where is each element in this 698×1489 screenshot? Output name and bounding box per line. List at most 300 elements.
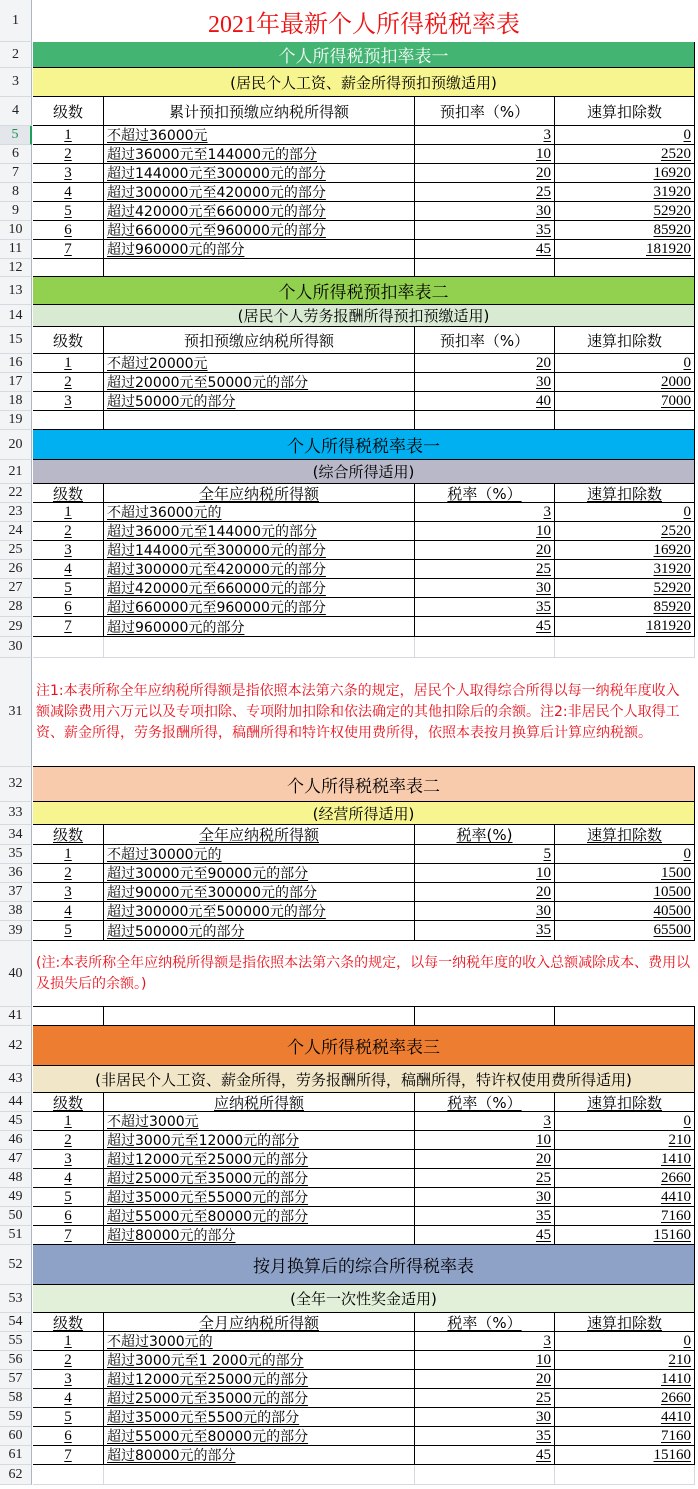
- cell-taxable-income[interactable]: [104, 1188, 415, 1207]
- sheet-row-40: [0, 941, 698, 1007]
- cell-taxable-income[interactable]: [104, 902, 415, 921]
- cell-level[interactable]: [33, 1370, 104, 1389]
- empty-cell[interactable]: [555, 1007, 695, 1026]
- cell-taxable-income[interactable]: [104, 522, 415, 541]
- cell-taxable-income[interactable]: [104, 579, 415, 598]
- column-header-level[interactable]: [33, 825, 104, 845]
- cell-quick-deduction[interactable]: [555, 560, 695, 579]
- cell-taxable-income[interactable]: [104, 864, 415, 883]
- empty-cell[interactable]: [415, 259, 555, 277]
- cell-value: 35: [536, 922, 551, 938]
- table-subtitle-t3[interactable]: (综合所得适用): [33, 460, 695, 484]
- column-header-quick-deduction[interactable]: [555, 1313, 695, 1332]
- column-header-quick-deduction[interactable]: [555, 1093, 695, 1112]
- cell-level[interactable]: [33, 221, 104, 240]
- column-header-taxable-income[interactable]: [104, 825, 415, 845]
- cell-level[interactable]: [33, 1207, 104, 1226]
- empty-cell[interactable]: [104, 411, 415, 430]
- empty-cell[interactable]: [555, 1465, 695, 1485]
- row-header[interactable]: 12: [0, 259, 32, 277]
- cell-level[interactable]: [33, 883, 104, 902]
- row-header[interactable]: 1: [0, 0, 32, 42]
- cell-quick-deduction[interactable]: [555, 541, 695, 560]
- cell-quick-deduction[interactable]: [555, 579, 695, 598]
- cell-value: 20: [536, 1370, 551, 1387]
- cell-value: 4: [64, 1169, 72, 1186]
- cell-level[interactable]: [33, 164, 104, 183]
- cell-rate[interactable]: [415, 1408, 555, 1427]
- row-header[interactable]: 15: [0, 327, 32, 354]
- cell-rate[interactable]: [415, 1112, 555, 1131]
- cell-value: 181920: [646, 618, 691, 634]
- cell-taxable-income[interactable]: [104, 617, 415, 637]
- row-header[interactable]: 39: [0, 921, 32, 941]
- row-header[interactable]: 2: [0, 42, 32, 68]
- empty-cell[interactable]: [33, 637, 104, 658]
- cell-quick-deduction[interactable]: [555, 202, 695, 221]
- column-header-taxable-income[interactable]: [104, 1313, 415, 1332]
- row-header[interactable]: 61: [0, 1446, 32, 1465]
- row-header[interactable]: 57: [0, 1370, 32, 1389]
- cell-taxable-income[interactable]: [104, 1427, 415, 1446]
- cell-taxable-income[interactable]: [104, 598, 415, 617]
- sheet-row-14: [0, 305, 698, 327]
- cell-taxable-income[interactable]: [104, 1169, 415, 1188]
- cell-taxable-income[interactable]: [104, 541, 415, 560]
- row-header[interactable]: 13: [0, 277, 32, 305]
- empty-cell[interactable]: [33, 259, 104, 277]
- cell-level[interactable]: [33, 845, 104, 864]
- cell-quick-deduction[interactable]: [555, 1131, 695, 1150]
- cell-rate[interactable]: [415, 164, 555, 183]
- table-note-t4[interactable]: (注:本表所称全年应纳税所得额是指依照本法第六条的规定，以每一纳税年度的收入总额减除成本、费用以及损失后的余额。): [33, 941, 695, 1007]
- cell-rate[interactable]: [415, 864, 555, 883]
- cell-quick-deduction[interactable]: [555, 617, 695, 637]
- cell-level[interactable]: [33, 902, 104, 921]
- cell-level[interactable]: [33, 1169, 104, 1188]
- cell-quick-deduction[interactable]: [555, 145, 695, 164]
- cell-level[interactable]: [33, 1226, 104, 1245]
- empty-cell[interactable]: [104, 1465, 415, 1485]
- cell-quick-deduction[interactable]: [555, 522, 695, 541]
- cell-taxable-income[interactable]: [104, 503, 415, 522]
- cell-level[interactable]: [33, 126, 104, 145]
- cell-taxable-income[interactable]: [104, 1332, 415, 1351]
- cell-level[interactable]: [33, 617, 104, 637]
- column-header-rate[interactable]: [415, 1313, 555, 1332]
- cell-level[interactable]: [33, 1332, 104, 1351]
- row-header[interactable]: 47: [0, 1150, 32, 1169]
- cell-taxable-income[interactable]: [104, 145, 415, 164]
- cell-taxable-income[interactable]: [104, 1446, 415, 1465]
- cell-value: 3: [64, 164, 72, 181]
- row-header[interactable]: 30: [0, 637, 32, 658]
- table-header-t2[interactable]: 个人所得税预扣率表二: [33, 277, 695, 305]
- row-header[interactable]: 7: [0, 164, 32, 183]
- row-header[interactable]: 43: [0, 1066, 32, 1093]
- cell-value: 210: [668, 1351, 691, 1368]
- column-header-quick-deduction[interactable]: [555, 97, 695, 126]
- column-header-label: 税率（%）: [447, 1313, 522, 1332]
- cell-level[interactable]: [33, 921, 104, 941]
- column-header-quick-deduction[interactable]: [555, 825, 695, 845]
- row-header[interactable]: 5: [0, 126, 32, 145]
- cell-value: 10: [536, 1131, 551, 1148]
- cell-rate[interactable]: [415, 1427, 555, 1446]
- row-header[interactable]: 9: [0, 202, 32, 221]
- empty-cell[interactable]: [415, 637, 555, 658]
- cell-quick-deduction[interactable]: [555, 373, 695, 392]
- table-note-t3[interactable]: 注1:本表所称全年应纳税所得额是指依照本法第六条的规定，居民个人取得综合所得以每一纳税年度收入额减除费用六万元以及专项扣除、专项附加扣除和依法确定的其他扣除后的余额。注2:非居民个人取得工资、薪金所得，劳务报酬所得，稿酬所得和特许权使用费所得，依照本表按月换算后计算应纳税额。: [33, 658, 695, 767]
- cell-rate[interactable]: [415, 541, 555, 560]
- column-header-level[interactable]: [33, 1313, 104, 1332]
- cell-level[interactable]: [33, 1351, 104, 1370]
- cell-quick-deduction[interactable]: [555, 1351, 695, 1370]
- empty-cell[interactable]: [555, 411, 695, 430]
- empty-cell[interactable]: [104, 1007, 415, 1026]
- sheet-title[interactable]: 2021年最新个人所得税税率表: [208, 11, 520, 38]
- row-header[interactable]: 25: [0, 541, 32, 560]
- cell-rate[interactable]: [415, 183, 555, 202]
- row-header[interactable]: 45: [0, 1112, 32, 1131]
- cell-level[interactable]: [33, 1150, 104, 1169]
- column-header-level[interactable]: [33, 484, 104, 503]
- column-header-rate[interactable]: [415, 825, 555, 845]
- row-header[interactable]: 3: [0, 68, 32, 97]
- cell-taxable-income[interactable]: [104, 202, 415, 221]
- cell-quick-deduction[interactable]: [555, 1150, 695, 1169]
- table-header-t1[interactable]: 个人所得税预扣率表一: [33, 42, 695, 68]
- cell-rate[interactable]: [415, 145, 555, 164]
- cell-quick-deduction[interactable]: [555, 503, 695, 522]
- row-header[interactable]: 62: [0, 1465, 32, 1485]
- cell-quick-deduction[interactable]: [555, 183, 695, 202]
- cell-taxable-income[interactable]: [104, 1207, 415, 1226]
- row-header[interactable]: 34: [0, 825, 32, 845]
- column-header-rate[interactable]: [415, 327, 555, 354]
- cell-rate[interactable]: [415, 1207, 555, 1226]
- cell-level[interactable]: [33, 354, 104, 373]
- cell-taxable-income[interactable]: [104, 1408, 415, 1427]
- cell-level[interactable]: [33, 202, 104, 221]
- cell-level[interactable]: [33, 240, 104, 259]
- cell-level[interactable]: [33, 183, 104, 202]
- row-header[interactable]: 40: [0, 941, 32, 1007]
- cell-value: 5: [64, 922, 72, 938]
- cell-rate[interactable]: [415, 1169, 555, 1188]
- empty-cell[interactable]: [555, 637, 695, 658]
- sheet-row-48: [0, 1169, 698, 1188]
- empty-cell[interactable]: [415, 1007, 555, 1026]
- column-header-taxable-income[interactable]: [104, 97, 415, 126]
- cell-quick-deduction[interactable]: [555, 1169, 695, 1188]
- column-header-rate[interactable]: [415, 484, 555, 503]
- cell-level[interactable]: [33, 503, 104, 522]
- cell-taxable-income[interactable]: [104, 183, 415, 202]
- row-header[interactable]: 35: [0, 845, 32, 864]
- table-subtitle-t2[interactable]: (居民个人劳务报酬所得预扣预缴适用): [33, 305, 695, 327]
- cell-level[interactable]: [33, 1112, 104, 1131]
- cell-quick-deduction[interactable]: [555, 1408, 695, 1427]
- cell-level[interactable]: [33, 1408, 104, 1427]
- cell-taxable-income[interactable]: [104, 1389, 415, 1408]
- cell-quick-deduction[interactable]: [555, 845, 695, 864]
- cell-level[interactable]: [33, 392, 104, 411]
- row-header[interactable]: 41: [0, 1007, 32, 1026]
- cell-rate[interactable]: [415, 845, 555, 864]
- table-subtitle-t4[interactable]: (经营所得适用): [33, 802, 695, 825]
- row-header[interactable]: 24: [0, 522, 32, 541]
- row-header[interactable]: 22: [0, 484, 32, 503]
- cell-rate[interactable]: [415, 221, 555, 240]
- cell-value: 3: [543, 126, 551, 143]
- cell-quick-deduction[interactable]: [555, 1207, 695, 1226]
- row-header[interactable]: 50: [0, 1207, 32, 1226]
- cell-quick-deduction[interactable]: [555, 221, 695, 240]
- cell-quick-deduction[interactable]: [555, 1389, 695, 1408]
- cell-taxable-income[interactable]: [104, 921, 415, 941]
- row-header[interactable]: 14: [0, 305, 32, 327]
- empty-cell[interactable]: [104, 637, 415, 658]
- cell-level[interactable]: [33, 522, 104, 541]
- empty-cell[interactable]: [33, 411, 104, 430]
- cell-level[interactable]: [33, 579, 104, 598]
- cell-level[interactable]: [33, 1446, 104, 1465]
- cell-value: 超过300000元至420000元的部分: [107, 185, 326, 201]
- row-header[interactable]: 26: [0, 560, 32, 579]
- row-header[interactable]: 51: [0, 1226, 32, 1245]
- column-header-quick-deduction[interactable]: [555, 327, 695, 354]
- cell-taxable-income[interactable]: [104, 354, 415, 373]
- cell-level[interactable]: [33, 1188, 104, 1207]
- cell-level[interactable]: [33, 864, 104, 883]
- row-header[interactable]: 31: [0, 658, 32, 767]
- column-header-label: 累计预扣预缴应纳税所得额: [168, 102, 349, 121]
- cell-quick-deduction[interactable]: [555, 864, 695, 883]
- cell-taxable-income[interactable]: [104, 164, 415, 183]
- row-header[interactable]: 21: [0, 460, 32, 484]
- cell-rate[interactable]: [415, 392, 555, 411]
- row-header[interactable]: 60: [0, 1427, 32, 1446]
- cell-taxable-income[interactable]: [104, 1150, 415, 1169]
- cell-rate[interactable]: [415, 1131, 555, 1150]
- cell-rate[interactable]: [415, 1389, 555, 1408]
- row-header[interactable]: 36: [0, 864, 32, 883]
- empty-cell[interactable]: [415, 411, 555, 430]
- row-header[interactable]: 48: [0, 1169, 32, 1188]
- cell-rate[interactable]: [415, 503, 555, 522]
- table-header-t6[interactable]: 按月换算后的综合所得税率表: [33, 1245, 695, 1285]
- row-header[interactable]: 11: [0, 240, 32, 259]
- cell-quick-deduction[interactable]: [555, 1332, 695, 1351]
- row-header[interactable]: 29: [0, 617, 32, 637]
- cell-value: 超过20000元至50000元的部分: [107, 375, 309, 391]
- cell-quick-deduction[interactable]: [555, 1370, 695, 1389]
- cell-quick-deduction[interactable]: [555, 1446, 695, 1465]
- column-header-taxable-income[interactable]: [104, 484, 415, 503]
- column-header-quick-deduction[interactable]: [555, 484, 695, 503]
- sheet-row-56: [0, 1351, 698, 1370]
- cell-value: 10: [536, 864, 551, 881]
- row-header[interactable]: 17: [0, 373, 32, 392]
- cell-taxable-income[interactable]: [104, 373, 415, 392]
- cell-level[interactable]: [33, 1131, 104, 1150]
- sheet-row-16: [0, 354, 698, 373]
- row-header[interactable]: 38: [0, 902, 32, 921]
- row-header[interactable]: 10: [0, 221, 32, 240]
- row-header[interactable]: 46: [0, 1131, 32, 1150]
- cell-taxable-income[interactable]: [104, 221, 415, 240]
- column-header-rate[interactable]: [415, 97, 555, 126]
- row-header[interactable]: 23: [0, 503, 32, 522]
- cell-quick-deduction[interactable]: [555, 164, 695, 183]
- row-header[interactable]: 52: [0, 1245, 32, 1285]
- sheet-row-59: [0, 1408, 698, 1427]
- cell-rate[interactable]: [415, 617, 555, 637]
- cell-rate[interactable]: [415, 126, 555, 145]
- cell-rate[interactable]: [415, 883, 555, 902]
- cell-taxable-income[interactable]: [104, 392, 415, 411]
- column-header-level[interactable]: [33, 1093, 104, 1112]
- cell-rate[interactable]: [415, 560, 555, 579]
- cell-taxable-income[interactable]: [104, 240, 415, 259]
- cell-taxable-income[interactable]: [104, 883, 415, 902]
- row-header[interactable]: 59: [0, 1408, 32, 1427]
- cell-value: 不超过30000元的: [107, 847, 222, 863]
- cell-level[interactable]: [33, 373, 104, 392]
- cell-rate[interactable]: [415, 598, 555, 617]
- cell-quick-deduction[interactable]: [555, 1112, 695, 1131]
- column-header-label: 级数: [52, 1093, 83, 1112]
- cell-taxable-income[interactable]: [104, 1131, 415, 1150]
- cell-rate[interactable]: [415, 1226, 555, 1245]
- row-header[interactable]: 53: [0, 1285, 32, 1313]
- cell-level[interactable]: [33, 145, 104, 164]
- row-header[interactable]: 20: [0, 430, 32, 460]
- cell-taxable-income[interactable]: [104, 1370, 415, 1389]
- column-header-taxable-income[interactable]: [104, 1093, 415, 1112]
- table-subtitle-t5[interactable]: (非居民个人工资、薪金所得，劳务报酬所得，稿酬所得，特许权使用费所得适用): [33, 1066, 695, 1093]
- cell-rate[interactable]: [415, 522, 555, 541]
- cell-level[interactable]: [33, 1427, 104, 1446]
- cell-rate[interactable]: [415, 1446, 555, 1465]
- row-header[interactable]: 49: [0, 1188, 32, 1207]
- row-header[interactable]: 44: [0, 1093, 32, 1112]
- cell-quick-deduction[interactable]: [555, 921, 695, 941]
- table-subtitle-t6[interactable]: (全年一次性奖金适用): [33, 1285, 695, 1313]
- row-header[interactable]: 18: [0, 392, 32, 411]
- cell-value: 不超过36000元: [107, 128, 208, 144]
- cell-value: 超过960000元的部分: [107, 242, 245, 258]
- cell-value: 不超过3000元: [107, 1114, 199, 1130]
- cell-rate[interactable]: [415, 1332, 555, 1351]
- cell-level[interactable]: [33, 560, 104, 579]
- row-header[interactable]: 28: [0, 598, 32, 617]
- cell-taxable-income[interactable]: [104, 1226, 415, 1245]
- cell-rate[interactable]: [415, 1370, 555, 1389]
- cell-quick-deduction[interactable]: [555, 902, 695, 921]
- cell-rate[interactable]: [415, 373, 555, 392]
- row-header[interactable]: 42: [0, 1026, 32, 1066]
- cell-quick-deduction[interactable]: [555, 354, 695, 373]
- column-header-level[interactable]: [33, 327, 104, 354]
- empty-cell[interactable]: [555, 259, 695, 277]
- cell-value: 15160: [653, 1446, 691, 1463]
- table-header-t4[interactable]: 个人所得税税率表二: [33, 767, 695, 802]
- row-header[interactable]: 37: [0, 883, 32, 902]
- cell-rate[interactable]: [415, 240, 555, 259]
- cell-rate[interactable]: [415, 202, 555, 221]
- cell-quick-deduction[interactable]: [555, 1427, 695, 1446]
- cell-value: 5: [64, 1408, 72, 1425]
- cell-quick-deduction[interactable]: [555, 240, 695, 259]
- row-header[interactable]: 32: [0, 767, 32, 802]
- cell-taxable-income[interactable]: [104, 1351, 415, 1370]
- cell-rate[interactable]: [415, 921, 555, 941]
- cell-rate[interactable]: [415, 579, 555, 598]
- row-header[interactable]: 16: [0, 354, 32, 373]
- row-header[interactable]: 27: [0, 579, 32, 598]
- table-header-t5[interactable]: 个人所得税税率表三: [33, 1026, 695, 1066]
- empty-cell[interactable]: [415, 1465, 555, 1485]
- cell-rate[interactable]: [415, 902, 555, 921]
- cell-level[interactable]: [33, 541, 104, 560]
- row-header[interactable]: 33: [0, 802, 32, 825]
- row-header[interactable]: 56: [0, 1351, 32, 1370]
- cell-rate[interactable]: [415, 1188, 555, 1207]
- sheet-row-24: [0, 522, 698, 541]
- row-header[interactable]: 6: [0, 145, 32, 164]
- cell-taxable-income[interactable]: [104, 560, 415, 579]
- cell-rate[interactable]: [415, 1351, 555, 1370]
- cell-level[interactable]: [33, 598, 104, 617]
- row-header[interactable]: 4: [0, 97, 32, 126]
- cell-quick-deduction[interactable]: [555, 392, 695, 411]
- cell-level[interactable]: [33, 1389, 104, 1408]
- column-header-taxable-income[interactable]: [104, 327, 415, 354]
- empty-cell[interactable]: [104, 259, 415, 277]
- table-header-t3[interactable]: 个人所得税税率表一: [33, 430, 695, 460]
- row-header[interactable]: 8: [0, 183, 32, 202]
- column-header-label: 预扣预缴应纳税所得额: [183, 331, 334, 350]
- cell-rate[interactable]: [415, 1150, 555, 1169]
- table-subtitle-t1[interactable]: (居民个人工资、薪金所得预扣预缴适用): [33, 68, 695, 97]
- cell-taxable-income[interactable]: [104, 1112, 415, 1131]
- cell-value: 4410: [661, 1408, 691, 1425]
- cell-quick-deduction[interactable]: [555, 126, 695, 145]
- cell-value: 5: [543, 845, 551, 862]
- cell-taxable-income[interactable]: [104, 126, 415, 145]
- cell-value: 31920: [653, 560, 691, 577]
- column-header-level[interactable]: [33, 97, 104, 126]
- cell-taxable-income[interactable]: [104, 845, 415, 864]
- cell-quick-deduction[interactable]: [555, 598, 695, 617]
- cell-value: 2: [64, 1131, 72, 1148]
- cell-quick-deduction[interactable]: [555, 1226, 695, 1245]
- cell-quick-deduction[interactable]: [555, 883, 695, 902]
- sheet-row-25: [0, 541, 698, 560]
- row-header[interactable]: 58: [0, 1389, 32, 1408]
- cell-rate[interactable]: [415, 354, 555, 373]
- cell-quick-deduction[interactable]: [555, 1188, 695, 1207]
- empty-cell[interactable]: [33, 1007, 104, 1026]
- column-header-rate[interactable]: [415, 1093, 555, 1112]
- row-header[interactable]: 55: [0, 1332, 32, 1351]
- empty-cell[interactable]: [33, 1465, 104, 1485]
- cell-value: 超过300000元至420000元的部分: [107, 562, 326, 578]
- row-header[interactable]: 54: [0, 1313, 32, 1332]
- row-header[interactable]: 19: [0, 411, 32, 430]
